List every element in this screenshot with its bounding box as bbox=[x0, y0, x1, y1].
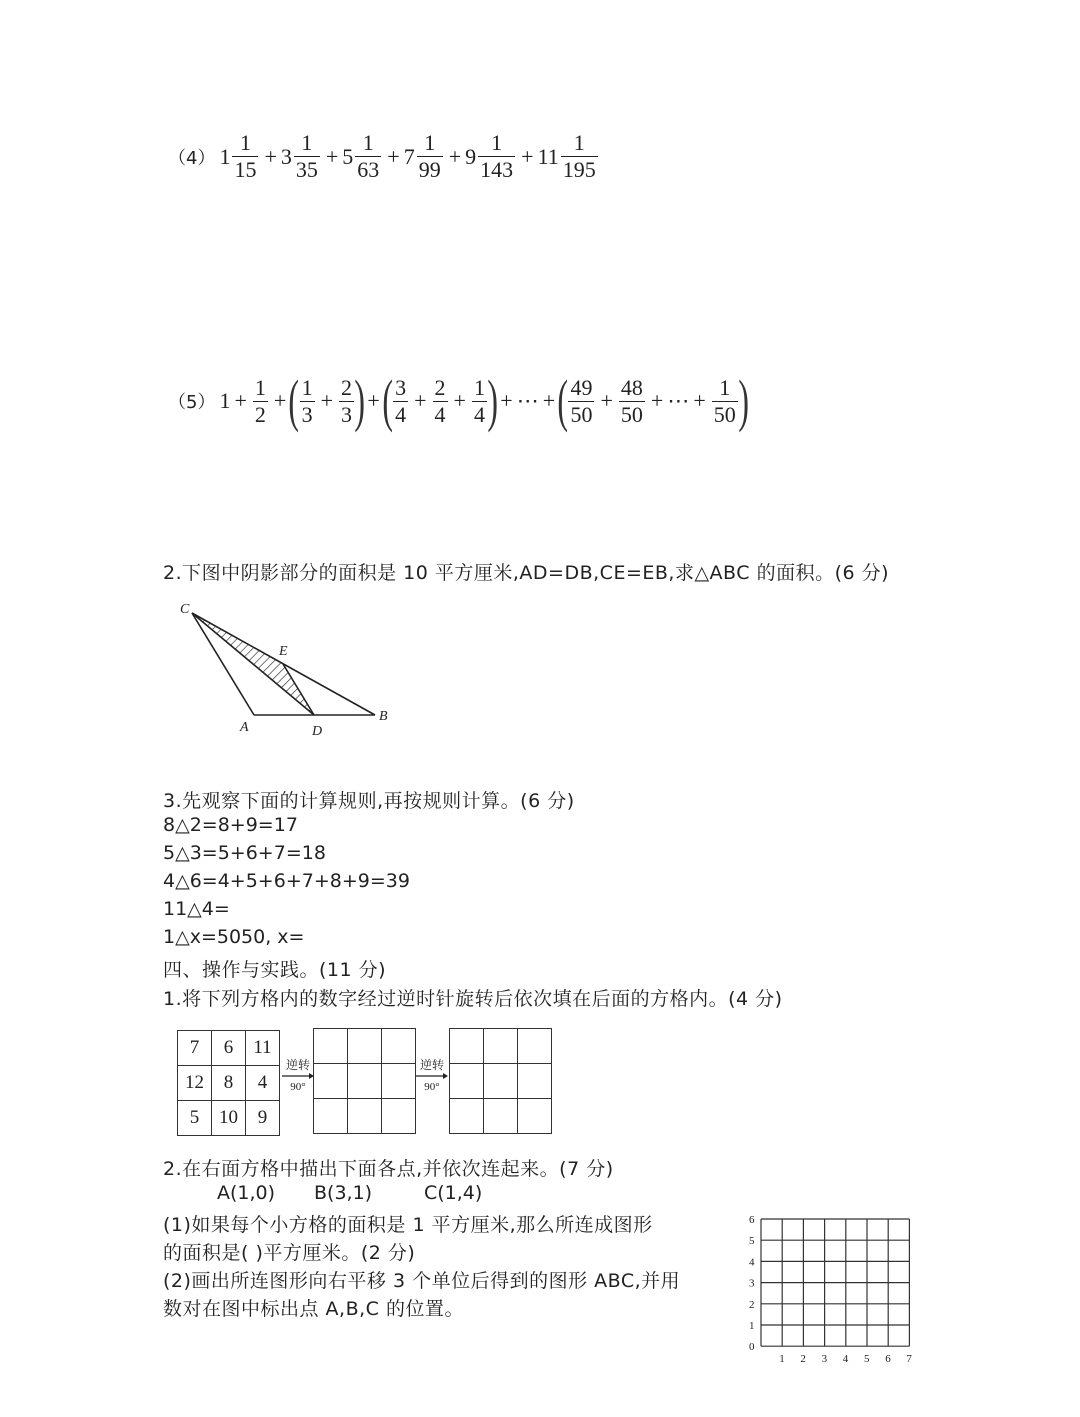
question-3-title: 3.先观察下面的计算规则,再按规则计算。(6 分) bbox=[163, 790, 575, 812]
label-c: C bbox=[180, 602, 190, 617]
x-tick-label: 4 bbox=[842, 1353, 849, 1366]
answer-cell[interactable] bbox=[484, 1099, 518, 1134]
paren-open: ( bbox=[557, 368, 569, 433]
fraction: $\frac{1}{15}$ bbox=[234, 130, 257, 182]
paren-open: ( bbox=[288, 368, 300, 433]
empty-grid-2[interactable] bbox=[449, 1028, 552, 1134]
term-whole: 9 bbox=[465, 143, 477, 169]
coordinate-grid[interactable] bbox=[740, 1210, 920, 1370]
fraction: $\frac{2}{3}$ bbox=[341, 374, 353, 427]
grid-cell: 11 bbox=[246, 1031, 280, 1066]
plus-sign: + bbox=[453, 388, 466, 413]
y-tick-label: 1 bbox=[749, 1320, 755, 1332]
fraction: $\frac{49}{50}$ bbox=[570, 374, 593, 427]
ellipsis: ⋯ bbox=[516, 388, 539, 413]
rule-line: 1△x=5050, x= bbox=[163, 926, 305, 948]
term-whole: 11 bbox=[537, 143, 559, 169]
arrow-right-icon bbox=[415, 1072, 449, 1080]
arrow-label-top: 逆转 bbox=[285, 1058, 310, 1072]
sub-question-2a: (2)画出所连图形向右平移 3 个单位后得到的图形 ABC,并用 bbox=[163, 1270, 681, 1292]
y-tick-label: 2 bbox=[749, 1298, 755, 1311]
answer-cell[interactable] bbox=[484, 1029, 518, 1064]
plus-sign: + bbox=[500, 388, 513, 413]
fraction: $\frac{48}{50}$ bbox=[620, 374, 643, 427]
answer-cell[interactable] bbox=[382, 1064, 416, 1099]
rule-line: 8△2=8+9=17 bbox=[163, 814, 298, 836]
segment-cd bbox=[192, 613, 314, 715]
sub-question-1b: 的面积是( )平方厘米。(2 分) bbox=[163, 1242, 416, 1264]
answer-cell[interactable] bbox=[518, 1029, 552, 1064]
arrow-label-top: 逆转 bbox=[419, 1058, 444, 1072]
label-d: D bbox=[312, 724, 323, 739]
plus-sign: + bbox=[234, 388, 247, 413]
rule-line: 4△6=4+5+6+7+8+9=39 bbox=[163, 870, 410, 892]
grid-cell: 5 bbox=[178, 1101, 212, 1136]
grid-cell: 12 bbox=[178, 1066, 212, 1101]
answer-cell[interactable] bbox=[518, 1099, 552, 1134]
rotate-arrow-2 bbox=[415, 1058, 449, 1094]
problem-label: （4） bbox=[168, 147, 216, 169]
number-grid bbox=[177, 1030, 280, 1136]
plus-sign: + bbox=[414, 388, 427, 413]
problem-5-expression bbox=[168, 368, 749, 433]
fraction: $\frac{2}{4}$ bbox=[434, 374, 446, 427]
segment-ca bbox=[192, 613, 254, 715]
x-tick-label: 3 bbox=[821, 1353, 828, 1366]
answer-cell[interactable] bbox=[484, 1064, 518, 1099]
section-4-q1: 1.将下列方格内的数字经过逆时针旋转后依次填在后面的方格内。(4 分) bbox=[163, 988, 783, 1010]
fraction: $\frac{1}{143}$ bbox=[480, 130, 514, 182]
sub-question-1a: (1)如果每个小方格的面积是 1 平方厘米,那么所连成图形 bbox=[163, 1214, 653, 1236]
y-tick-label: 4 bbox=[749, 1256, 755, 1269]
plus-sign: + bbox=[325, 143, 339, 169]
plus-sign: + bbox=[367, 388, 380, 413]
ellipsis: ⋯ bbox=[667, 388, 690, 413]
paren-close: ) bbox=[487, 368, 498, 433]
point-b: B(3,1) bbox=[314, 1182, 373, 1204]
point-c: C(1,4) bbox=[424, 1182, 483, 1204]
paren-close: ) bbox=[354, 368, 366, 433]
rule-line: 11△4= bbox=[163, 898, 230, 920]
y-tick-label: 6 bbox=[749, 1214, 755, 1226]
x-tick-label: 1 bbox=[779, 1353, 785, 1366]
point-a: A(1,0) bbox=[217, 1182, 276, 1204]
rule-line: 5△3=5+6+7=18 bbox=[163, 842, 326, 864]
plus-sign: + bbox=[542, 388, 556, 413]
fraction: $\frac{1}{195}$ bbox=[562, 130, 596, 182]
answer-cell[interactable] bbox=[382, 1099, 416, 1134]
plus-sign: + bbox=[650, 388, 664, 413]
empty-grid-1[interactable] bbox=[313, 1028, 416, 1134]
x-tick-label: 7 bbox=[906, 1353, 912, 1366]
answer-cell[interactable] bbox=[518, 1064, 552, 1099]
answer-cell[interactable] bbox=[348, 1064, 382, 1099]
arrow-label-bottom: 90° bbox=[424, 1081, 440, 1093]
problem-label: （5） bbox=[168, 392, 216, 413]
answer-cell[interactable] bbox=[450, 1099, 484, 1134]
fraction: $\frac{1}{99}$ bbox=[418, 130, 441, 182]
x-tick-label: 2 bbox=[800, 1353, 806, 1366]
grid-cell: 10 bbox=[212, 1101, 246, 1136]
sub-question-2b: 数对在图中标出点 A,B,C 的位置。 bbox=[163, 1298, 464, 1320]
answer-cell[interactable] bbox=[348, 1029, 382, 1064]
plus-sign: + bbox=[273, 388, 287, 413]
plus-sign: + bbox=[448, 143, 462, 169]
section-4-title: 四、操作与实践。(11 分) bbox=[163, 959, 387, 981]
fraction: $\frac{1}{50}$ bbox=[713, 374, 736, 427]
fraction: $\frac{3}{4}$ bbox=[395, 374, 407, 427]
term-whole: 1 bbox=[219, 143, 231, 169]
answer-cell[interactable] bbox=[348, 1099, 382, 1134]
paren-close: ) bbox=[738, 368, 749, 433]
plus-sign: + bbox=[600, 388, 613, 413]
rotate-arrow-1 bbox=[281, 1058, 315, 1094]
fraction: $\frac{1}{4}$ bbox=[473, 374, 485, 427]
plus-sign: + bbox=[693, 388, 706, 413]
fraction: $\frac{1}{63}$ bbox=[357, 130, 380, 182]
one: 1 bbox=[219, 388, 231, 413]
grid-cell: 4 bbox=[246, 1066, 280, 1101]
paren-open: ( bbox=[382, 368, 393, 433]
answer-cell[interactable] bbox=[314, 1064, 348, 1099]
problem-4-expression bbox=[168, 132, 600, 181]
grid-cell: 9 bbox=[246, 1101, 280, 1136]
answer-cell[interactable] bbox=[382, 1029, 416, 1064]
label-e: E bbox=[279, 644, 288, 659]
term-whole: 5 bbox=[342, 143, 354, 169]
term-whole: 7 bbox=[403, 143, 415, 169]
question-2-text: 2.下图中阴影部分的面积是 10 平方厘米,AD=DB,CE=EB,求△ABC 的面积。(6 分) bbox=[163, 562, 890, 584]
plus-sign: + bbox=[387, 143, 400, 169]
fraction: $\frac{1}{35}$ bbox=[295, 130, 318, 182]
answer-cell[interactable] bbox=[314, 1099, 348, 1134]
grid-cell: 8 bbox=[212, 1066, 246, 1101]
y-tick-label: 5 bbox=[749, 1235, 755, 1248]
answer-cell[interactable] bbox=[450, 1064, 484, 1099]
arrow-label-bottom: 90° bbox=[290, 1081, 306, 1093]
x-tick-label: 6 bbox=[885, 1353, 891, 1366]
grid-cell: 6 bbox=[212, 1031, 246, 1066]
answer-cell[interactable] bbox=[314, 1029, 348, 1064]
label-a: A bbox=[240, 720, 249, 735]
plus-sign: + bbox=[320, 388, 334, 413]
fraction: $\frac{1}{3}$ bbox=[301, 374, 313, 427]
fraction: $\frac{1}{2}$ bbox=[254, 374, 266, 427]
answer-cell[interactable] bbox=[450, 1029, 484, 1064]
plus-sign: + bbox=[521, 143, 534, 169]
grid-cell: 7 bbox=[178, 1031, 212, 1066]
section-4-q2: 2.在右面方格中描出下面各点,并依次连起来。(7 分) bbox=[163, 1158, 614, 1180]
term-whole: 3 bbox=[280, 143, 292, 169]
y-tick-label: 3 bbox=[749, 1277, 755, 1290]
x-tick-label: 5 bbox=[864, 1353, 870, 1366]
plus-sign: + bbox=[264, 143, 277, 169]
y-tick-label: 0 bbox=[749, 1341, 755, 1354]
arrow-right-icon bbox=[281, 1072, 315, 1080]
label-b: B bbox=[379, 709, 388, 724]
triangle-diagram bbox=[170, 595, 400, 775]
